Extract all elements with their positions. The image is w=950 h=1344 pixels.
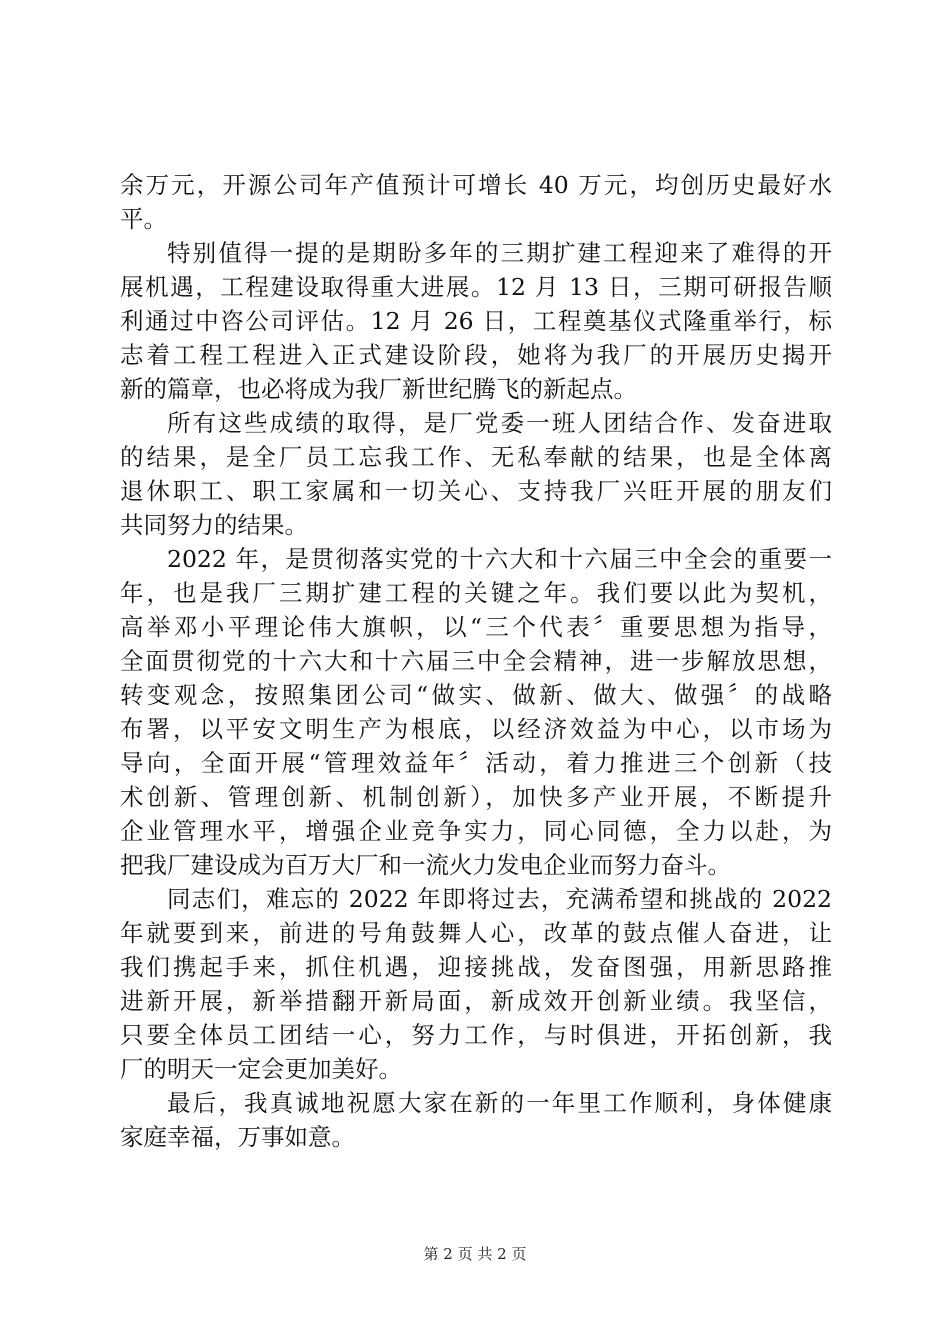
text-line: 导向，全面开展“管理效益年〞活动，着力推进三个创新（技 [120,749,832,777]
text-line: 高举邓小平理论伟大旗帜，以“三个代表〞重要思想为指导， [120,613,832,641]
text-line: 布署，以平安文明生产为根底，以经济效益为中心，以市场为 [120,715,832,743]
text-line: 年就要到来，前进的号角鼓舞人心，改革的鼓点催人奋进，让 [120,919,832,947]
text-line: 余万元，开源公司年产值预计可增长 40 万元，均创历史最好水 [120,171,832,199]
text-line: 新的篇章，也必将成为我厂新世纪腾飞的新起点。 [120,375,637,403]
page-number: 第 2 页 共 2 页 [423,1245,527,1263]
text-line: 退休职工、职工家属和一切关心、支持我厂兴旺开展的朋友们 [120,477,832,505]
text-line: 年，也是我厂三期扩建工程的关键之年。我们要以此为契机， [120,579,832,607]
page-footer [0,1244,950,1264]
text-line: 只要全体员工团结一心，努力工作，与时俱进，开拓创新，我 [120,1021,832,1049]
text-line: 进新开展，新举措翻开新局面，新成效开创新业绩。我坚信， [120,987,832,1015]
text-line: 转变观念，按照集团公司“做实、做新、做大、做强〞的战略 [120,681,832,709]
paragraph-first-line: 最后，我真诚地祝愿大家在新的一年里工作顺利，身体健康 [167,1089,832,1117]
text-line: 平。 [120,205,167,233]
text-line: 企业管理水平，增强企业竞争实力，同心同德，全力以赴，为 [120,817,832,845]
text-line: 志着工程工程进入正式建设阶段，她将为我厂的开展历史揭开 [120,341,832,369]
paragraph-first-line: 特别值得一提的是期盼多年的三期扩建工程迎来了难得的开 [167,239,832,267]
text-line: 把我厂建设成为百万大厂和一流火力发电企业而努力奋斗。 [120,851,731,879]
document-body [120,168,832,1154]
text-line: 展机遇，工程建设取得重大进展。12 月 13 日，三期可研报告顺 [120,273,832,301]
text-line: 全面贯彻党的十六大和十六届三中全会精神，进一步解放思想， [120,647,832,675]
text-line: 家庭幸福，万事如意。 [120,1123,355,1151]
paragraph-first-line: 2022 年，是贯彻落实党的十六大和十六届三中全会的重要一 [167,545,832,573]
text-line: 厂的明天一定会更加美好。 [120,1055,402,1083]
text-line: 的结果，是全厂员工忘我工作、无私奉献的结果，也是全体离 [120,443,832,471]
text-line: 术创新、管理创新、机制创新），加快多产业开展，不断提升 [120,783,832,811]
text-line: 共同努力的结果。 [120,511,308,539]
paragraph-first-line: 所有这些成绩的取得，是厂党委一班人团结合作、发奋进取 [167,409,832,437]
paragraph-first-line: 同志们，难忘的 2022 年即将过去，充满希望和挑战的 2022 [167,885,832,913]
text-line: 我们携起手来，抓住机遇，迎接挑战，发奋图强，用新思路推 [120,953,832,981]
text-line: 利通过中咨公司评估。12 月 26 日，工程奠基仪式隆重举行，标 [120,307,832,335]
